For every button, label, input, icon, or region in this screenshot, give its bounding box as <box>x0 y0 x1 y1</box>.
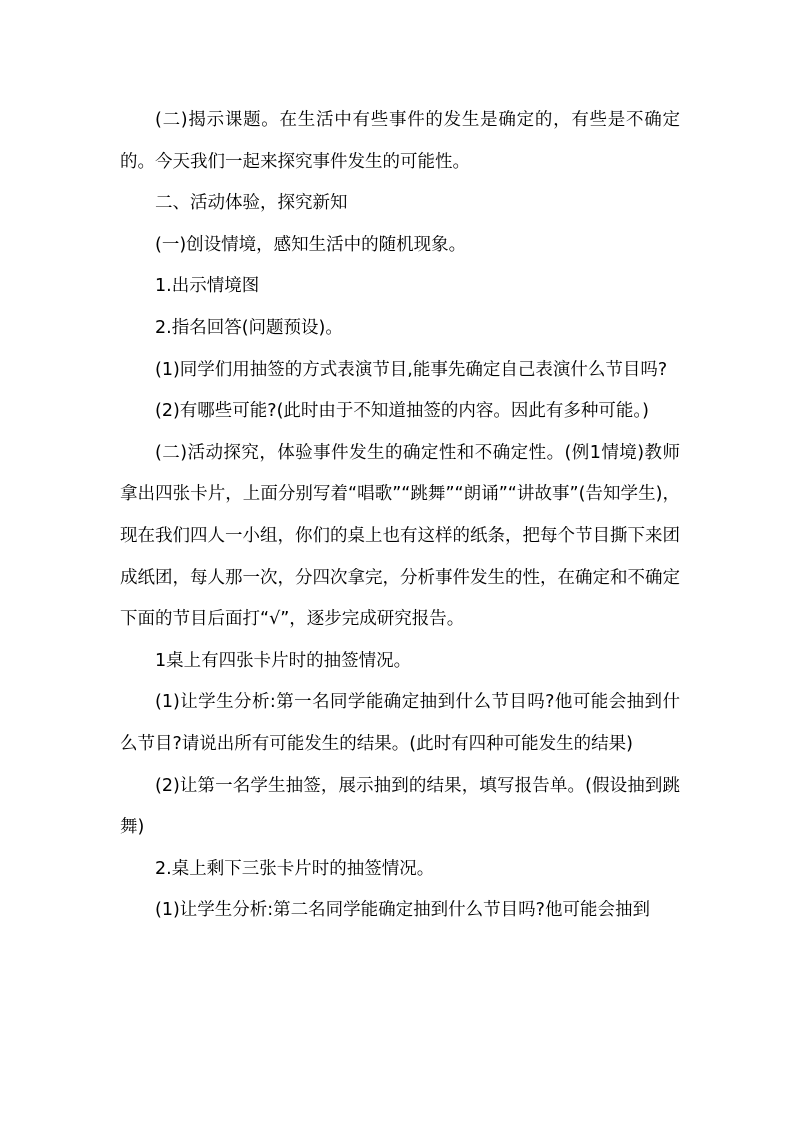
question-first-draw: (2)让第一名学生抽签，展示抽到的结果，填写报告单。(假设抽到跳舞) <box>120 775 680 838</box>
list-item-four-cards: 1桌上有四张卡片时的抽签情况。 <box>155 650 412 671</box>
section-heading-activity: 二、活动体验，探究新知 <box>155 193 348 214</box>
question-first-student: (1)让学生分析:第一名同学能确定抽到什么节目吗?他可能会抽到什么节目?请说出所有可能发生的结果。(此时有四种可能发生的结果) <box>120 692 680 754</box>
paragraph-reveal-topic: (二)揭示课题。在生活中有些事件的发生是确定的，有些是不确定的。今天我们一起来探究事件发生的可能性。 <box>120 110 680 172</box>
subsection-heading-situation: (一)创设情境，感知生活中的随机现象。 <box>155 234 467 255</box>
question-2: (2)有哪些可能?(此时由于不知道抽签的内容。因此有多种可能。) <box>155 401 649 422</box>
list-item-answer: 2.指名回答(问题预设)。 <box>155 317 343 338</box>
document-body <box>120 100 680 932</box>
paragraph-activity-explore: (二)活动探究，体验事件发生的确定性和不确定性。(例1情境)教师拿出四张卡片，上面分别写着“唱歌”“跳舞”“朗诵”“讲故事”(告知学生)，现在我们四人一小组，你们的桌上也有这样的纸条，把每个节目撕下来团成纸团，每人那一次，分四次拿完，分析事件发生的性，在确定和不确定下面的节目后面打“√”，逐步完成研究报告。 <box>120 442 680 630</box>
list-item-three-cards: 2.桌上剩下三张卡片时的抽签情况。 <box>155 858 435 879</box>
question-second-student: (1)让学生分析:第二名同学能确定抽到什么节目吗?他可能会抽到 <box>155 900 650 921</box>
list-item-show-image: 1.出示情境图 <box>155 276 260 297</box>
question-1: (1)同学们用抽签的方式表演节目,能事先确定自己表演什么节目吗? <box>155 359 668 380</box>
